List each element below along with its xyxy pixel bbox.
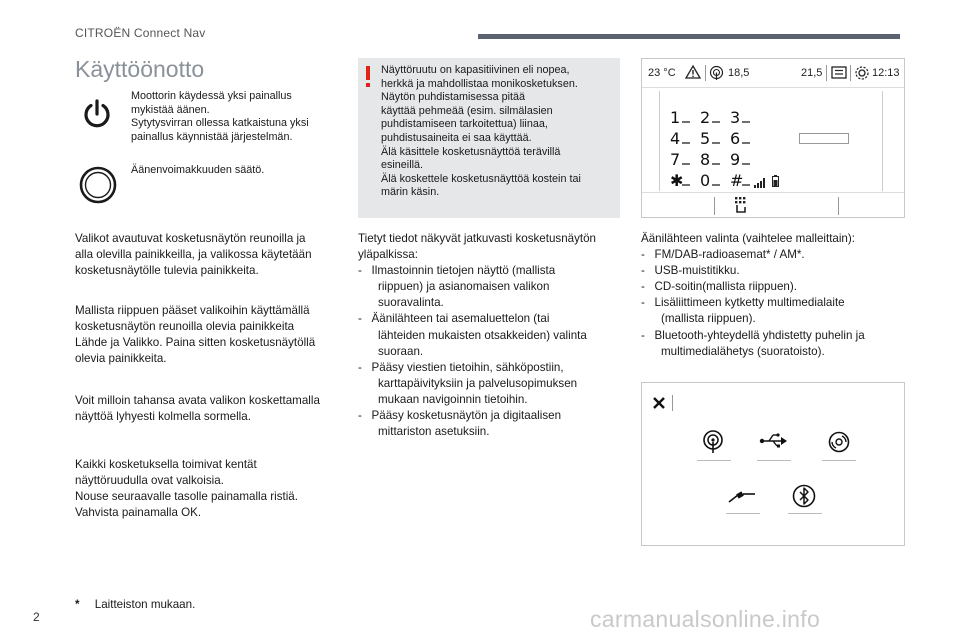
radio-source-icon[interactable] — [702, 430, 724, 459]
source-selection-screen-illustration — [641, 382, 905, 546]
divider — [705, 65, 706, 81]
divider — [714, 197, 715, 215]
power-icon — [80, 97, 114, 131]
list-item: - Bluetooth-yhteydellä yhdistetty puhelin ja — [641, 328, 865, 342]
divider — [838, 197, 839, 215]
right-value: 21,5 — [801, 67, 823, 79]
keypad-underlines — [670, 122, 760, 192]
left-value: 18,5 — [728, 67, 750, 79]
header-brand: CITROËN Connect Nav — [75, 26, 206, 40]
number-input[interactable] — [799, 133, 849, 144]
radio-icon — [709, 65, 724, 85]
settings-icon — [854, 65, 870, 86]
cd-icon[interactable] — [828, 431, 850, 458]
list-item: - USB-muistitikku. — [641, 264, 740, 278]
temperature-left: 23 °C — [648, 67, 676, 79]
col1-paragraph-4: Kaikki kosketuksella toimivat kentät näyttöruudulla ovat valkoisia. Nouse seuraavalle tasolle painamalla ristiä. Vahvista painamalla OK. — [75, 458, 298, 520]
keypad-row: ✱ 0 # — [670, 171, 744, 190]
footnote-mark: * — [75, 598, 80, 611]
divider — [850, 65, 851, 81]
phone-keypad-icon[interactable] — [734, 197, 748, 218]
page-number: 2 — [33, 610, 40, 624]
warning-triangle-icon — [685, 65, 701, 84]
page-title: Käyttöönotto — [75, 56, 205, 82]
keypad-row: 4 5 6 — [670, 129, 741, 148]
usb-icon[interactable] — [759, 433, 789, 454]
list-item: - CD-soitin(mallista riippuen). — [641, 280, 797, 294]
warning-exclamation-icon — [363, 66, 373, 88]
keypad-row: 1 2 3 — [670, 108, 741, 127]
message-icon — [831, 66, 847, 84]
col1-paragraph-1: Valikot avautuvat kosketusnäytön reunoilla ja alla olevilla painikkeilla, ja valikossa käytetään kosketusnäytölle tulevia painikkeita. — [75, 232, 312, 278]
power-description: Moottorin käydessä yksi painallus mykistää äänen. Sytytysvirran ollessa katkaistuna yksi painallus käynnistää järjestelmän. — [131, 90, 309, 143]
divider — [659, 91, 660, 191]
list-item: - Pääsy kosketusnäytön ja digitaalisen — [358, 409, 562, 423]
keypad-row: 7 8 9 — [670, 150, 741, 169]
divider — [882, 91, 883, 191]
list-item: - Äänilähteen tai asemaluettelon (tai — [358, 312, 550, 326]
col1-paragraph-2: Mallista riippuen pääset valikoihin käyttämällä kosketusnäytön reunoilla olevia painikkeita Lähde ja Valikko. Paina sitten kosketusnäytöllä olevia painikkeita. — [75, 304, 316, 366]
footnote — [75, 597, 195, 613]
bluetooth-icon[interactable] — [792, 483, 816, 514]
divider — [642, 192, 904, 193]
status-bar-screen-illustration — [641, 58, 905, 218]
aux-cable-icon[interactable] — [728, 490, 756, 509]
volume-knob-icon — [78, 165, 118, 205]
col3-list: Äänilähteen valinta (vaihtelee malleittain): - FM/DAB-radioasemat* / AM*. - USB-muistitikku. - CD-soitin(mallista riippuen). - Lisäliittimeen kytketty multimedialaite (mallista riippuen). - Bluetooth-yhteydellä yhdistetty puhelin ja multimedialähetys (suoratoisto). — [641, 232, 865, 358]
divider — [672, 395, 673, 411]
signal-icon — [754, 175, 766, 193]
divider — [697, 460, 731, 461]
footnote-text: Laitteiston mukaan. — [94, 598, 196, 611]
divider — [726, 513, 760, 514]
col1-paragraph-3: Voit milloin tahansa avata valikon koskettamalla näyttöä lyhyesti kolmella sormella. — [75, 394, 320, 424]
watermark: carmanualsonline.info — [590, 606, 821, 632]
divider — [757, 460, 791, 461]
volume-description: Äänenvoimakkuuden säätö. — [131, 164, 265, 176]
battery-icon — [772, 174, 779, 192]
clock: 12:13 — [872, 67, 900, 79]
close-icon[interactable] — [652, 396, 666, 415]
list-item: - Lisäliittimeen kytketty multimedialaite — [641, 296, 845, 310]
list-item: - FM/DAB-radioasemat* / AM*. — [641, 248, 805, 262]
list-item: - Pääsy viestien tietoihin, sähköpostiin, — [358, 360, 564, 374]
divider — [788, 513, 822, 514]
divider — [822, 460, 856, 461]
warning-text: Näyttöruutu on kapasitiivinen eli nopea, herkkä ja mahdollistaa monikosketuksen. Näytön puhdistamisessa pitää käyttää pehmeää (esim. silmälasien puhdistamiseen tarkoitettua) liinaa, puhdistusaineita ei saa käyttää. Älä käsittele kosketusnäyttöä terävillä esineillä. Älä koskettele kosketusnäyttöä kostein tai märin käsin. — [381, 64, 581, 199]
header-bar — [478, 34, 900, 39]
divider — [826, 65, 827, 81]
list-item: - Ilmastoinnin tietojen näyttö (mallista — [358, 264, 556, 278]
col2-list: Tietyt tiedot näkyvät jatkuvasti kosketusnäytön yläpalkissa: - Ilmastoinnin tietojen näyttö (mallista riippuen) ja asianomaisen valikon suoravalinta. - Äänilähteen tai asemaluettelon (tai lähteiden mukaisten otsakkeiden) valinta suoraan. - Pääsy viestien tietoihin, sähköpostiin, karttapäivityksiin ja palvelusopimuksen mukaan navigoinnin tietoihin. - Pääsy kosketusnäytön ja digitaalisen mittariston asetuksiin. — [358, 232, 597, 439]
